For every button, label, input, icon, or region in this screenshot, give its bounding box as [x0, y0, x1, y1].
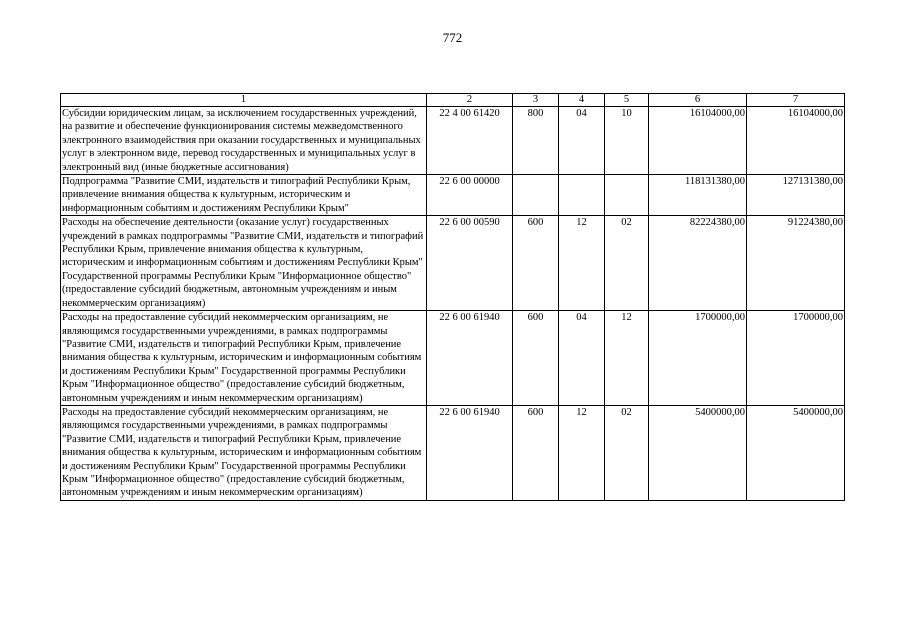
header-row — [61, 94, 845, 107]
row-section: 04 — [559, 311, 605, 406]
row-amount-col6: 16104000,00 — [649, 107, 747, 175]
row-amount-col6: 82224380,00 — [649, 216, 747, 311]
row-expense-type: 600 — [513, 311, 559, 406]
table-row — [61, 216, 845, 311]
column-header-2: 2 — [427, 94, 513, 107]
row-amount-col7: 16104000,00 — [747, 107, 845, 175]
row-subsection: 12 — [605, 311, 649, 406]
row-amount-col7: 127131380,00 — [747, 175, 845, 216]
column-header-4: 4 — [559, 94, 605, 107]
row-amount-col7: 91224380,00 — [747, 216, 845, 311]
table-row — [61, 107, 845, 175]
row-section: 12 — [559, 216, 605, 311]
row-section — [559, 175, 605, 216]
column-header-3: 3 — [513, 94, 559, 107]
row-target-code: 22 6 00 00000 — [427, 175, 513, 216]
row-expense-type: 600 — [513, 216, 559, 311]
row-expense-type — [513, 175, 559, 216]
table-row — [61, 405, 845, 500]
row-subsection: 02 — [605, 216, 649, 311]
row-target-code: 22 6 00 61940 — [427, 405, 513, 500]
row-description: Расходы на предоставление субсидий некоммерческим организациям, не являющимся государственными учреждениями, в рамках подпрограммы "Развитие СМИ, издательств и типографий Республики Крым, привлечение внимания общества к культурным, историческим и информационным событиям и достижениям Республики Крым" Государственной программы Республики Крым "Информационное общество" (предоставление субсидий бюджетным, автономным учреждениям и иным некоммерческим организациям) — [61, 311, 427, 406]
table-row — [61, 175, 845, 216]
row-amount-col7: 1700000,00 — [747, 311, 845, 406]
row-target-code: 22 6 00 00590 — [427, 216, 513, 311]
budget-table — [60, 93, 845, 501]
column-header-7: 7 — [747, 94, 845, 107]
row-subsection: 10 — [605, 107, 649, 175]
row-amount-col6: 5400000,00 — [649, 405, 747, 500]
row-description: Подпрограмма "Развитие СМИ, издательств и типографий Республики Крым, привлечение внимания общества к культурным, историческим и информационным событиям и достижениям Республики Крым" — [61, 175, 427, 216]
row-expense-type: 800 — [513, 107, 559, 175]
row-amount-col6: 118131380,00 — [649, 175, 747, 216]
row-expense-type: 600 — [513, 405, 559, 500]
row-section: 04 — [559, 107, 605, 175]
row-amount-col7: 5400000,00 — [747, 405, 845, 500]
row-subsection — [605, 175, 649, 216]
column-header-6: 6 — [649, 94, 747, 107]
row-description: Расходы на обеспечение деятельности (оказание услуг) государственных учреждений в рамках подпрограммы "Развитие СМИ, издательств и типографий Республики Крым, привлечение внимания общества к культурным, историческим и информационным событиям и достижениям Республики Крым" Государственной программы Республики Крым "Информационное общество" (предоставление субсидий бюджетным, автономным учреждениям и иным некоммерческим организациям) — [61, 216, 427, 311]
row-amount-col6: 1700000,00 — [649, 311, 747, 406]
row-subsection: 02 — [605, 405, 649, 500]
table-row — [61, 311, 845, 406]
row-section: 12 — [559, 405, 605, 500]
page-number: 772 — [442, 30, 463, 45]
column-header-1: 1 — [61, 94, 427, 107]
column-header-5: 5 — [605, 94, 649, 107]
row-description: Расходы на предоставление субсидий некоммерческим организациям, не являющимся государственными учреждениями, в рамках подпрограммы "Развитие СМИ, издательств и типографий Республики Крым, привлечение внимания общества к культурным, историческим и информационным событиям и достижениям Республики Крым" Государственной программы Республики Крым "Информационное общество" (предоставление субсидий бюджетным, автономным учреждениям и иным некоммерческим организациям) — [61, 405, 427, 500]
row-target-code: 22 4 00 61420 — [427, 107, 513, 175]
row-description: Субсидии юридическим лицам, за исключением государственных учреждений, на развитие и обеспечение функционирования системы межведомственного электронного взаимодействия при оказании государственных и муниципальных услуг в электронном виде, перевод государственных и муниципальных услуг в электронный вид (иные бюджетные ассигнования) — [61, 107, 427, 175]
row-target-code: 22 6 00 61940 — [427, 311, 513, 406]
